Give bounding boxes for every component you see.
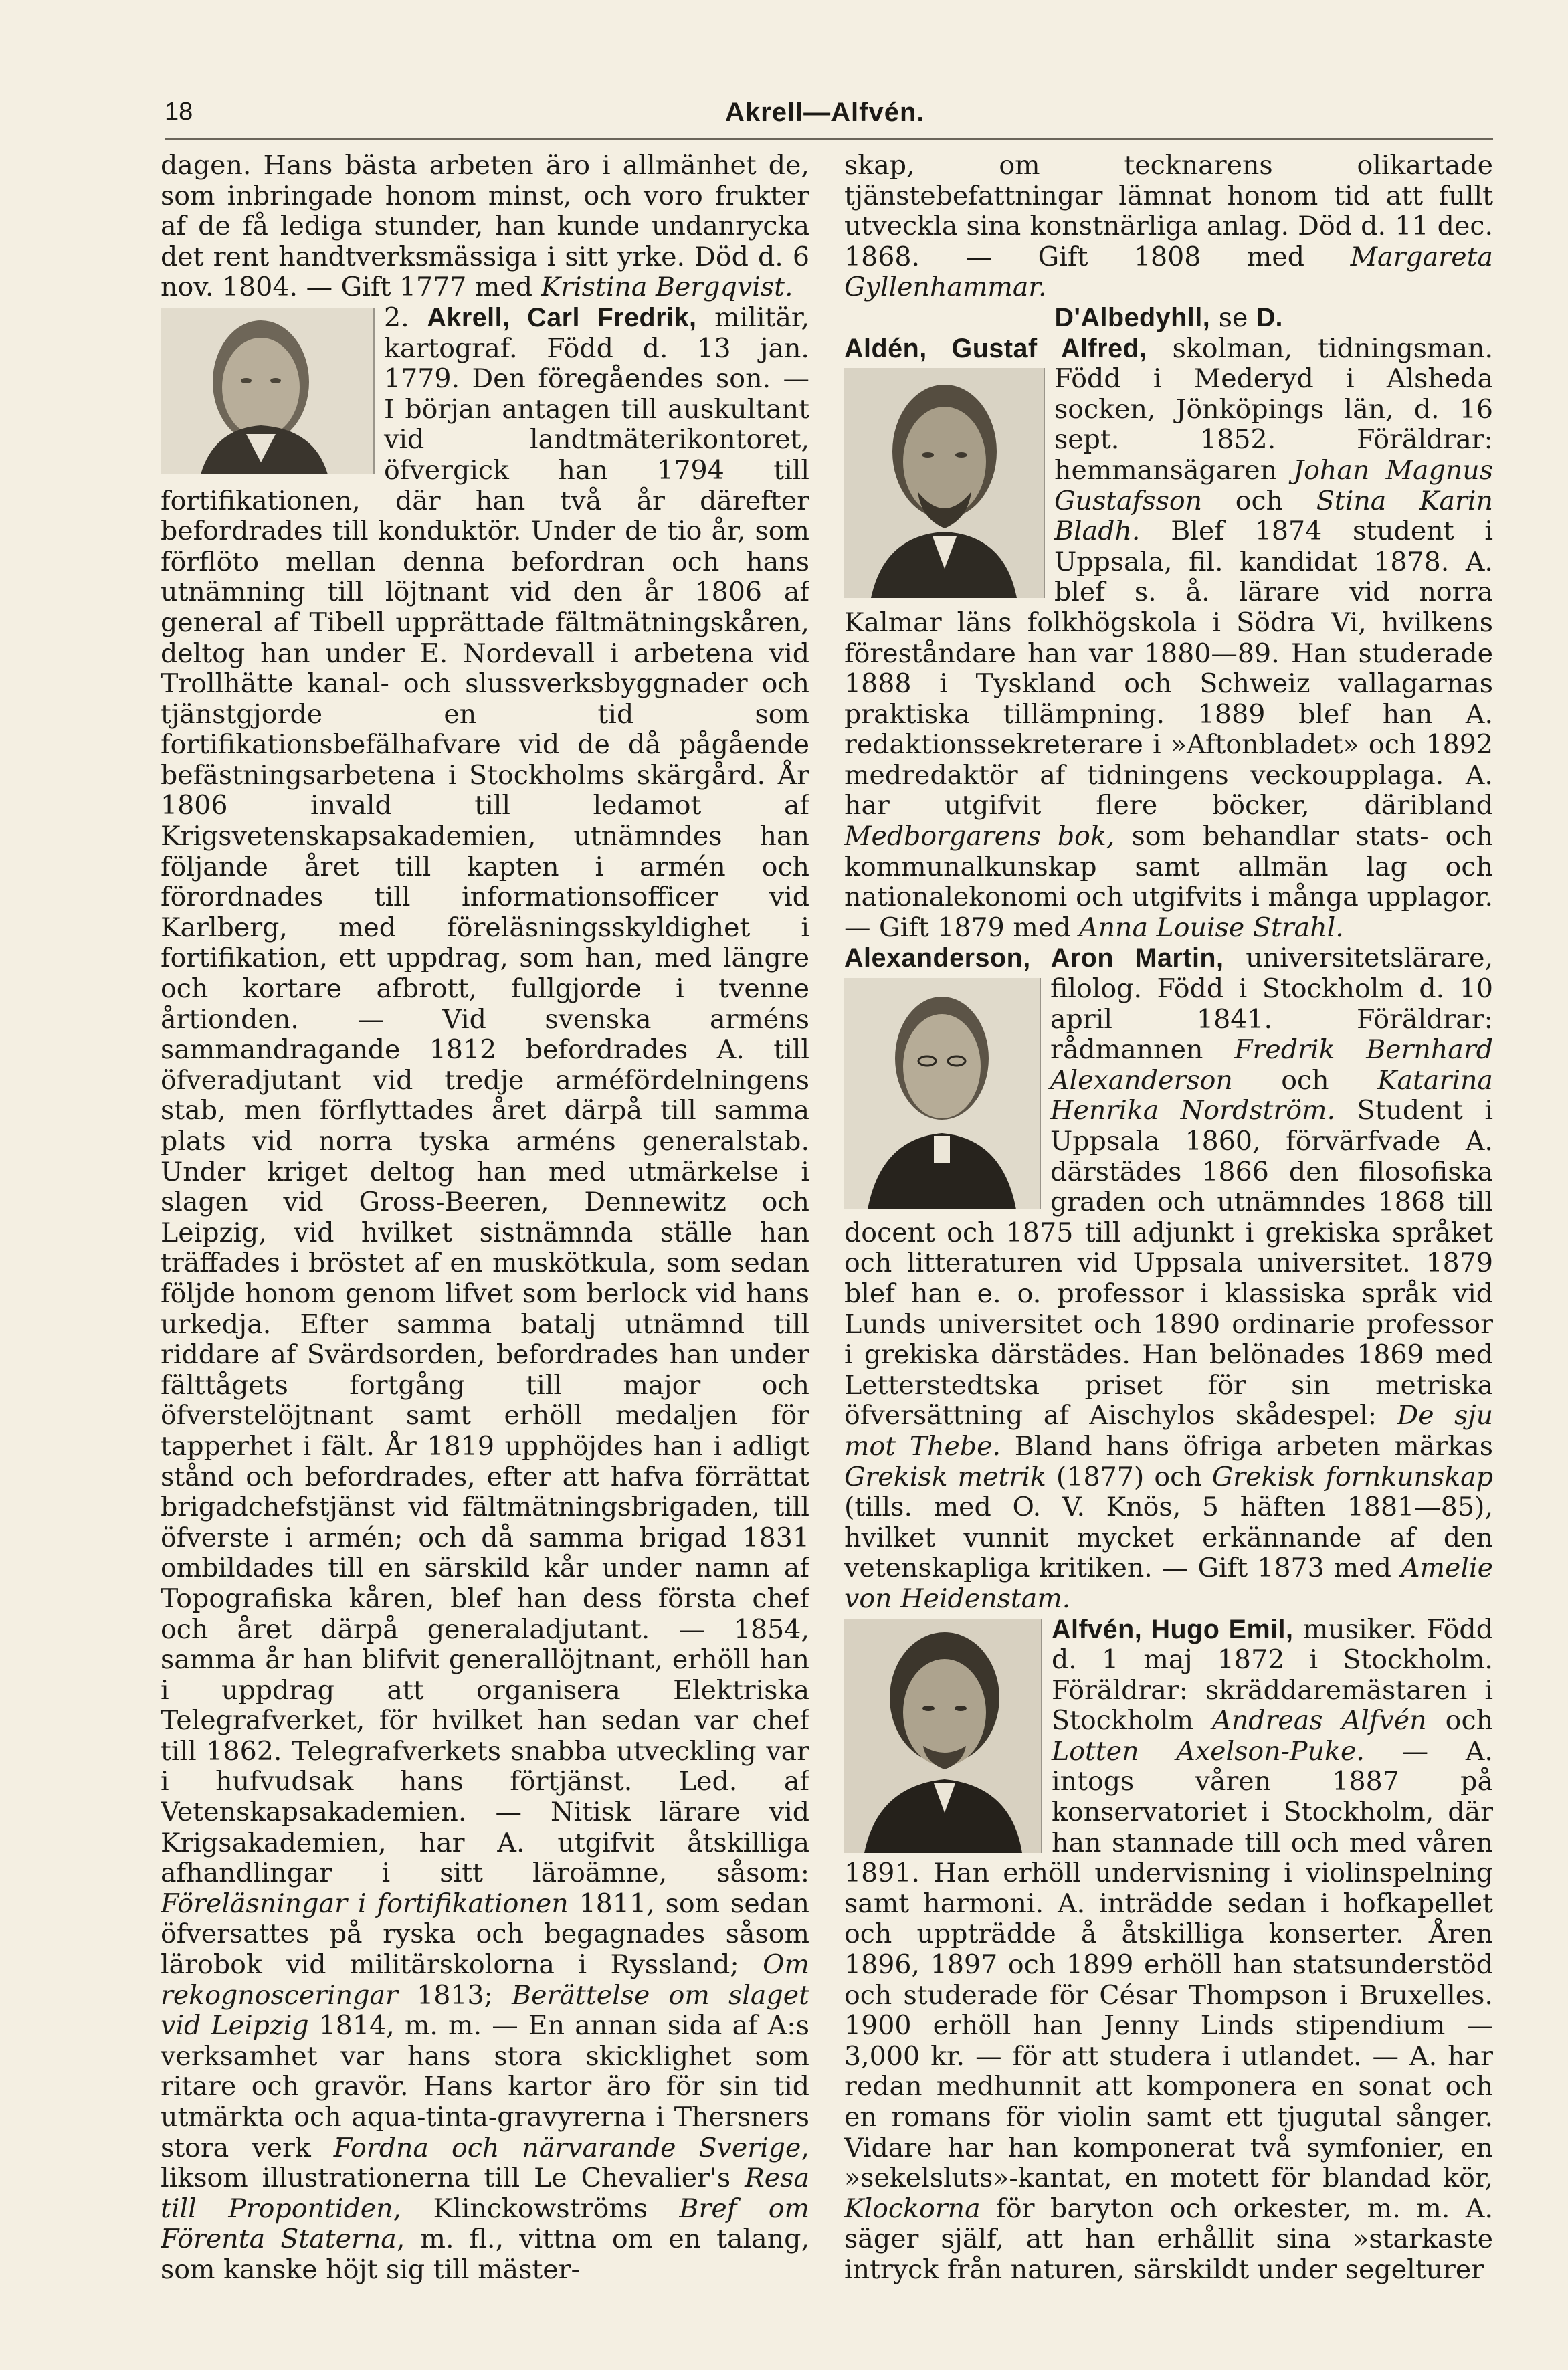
work-title: Resa till Propontiden [161, 2163, 809, 2224]
work-title: De sju mot Thebe. [844, 1400, 1493, 1462]
left-column [161, 151, 809, 2325]
portrait-alexanderson-image [844, 978, 1040, 1209]
work-title: Klockorna [844, 2193, 981, 2224]
entry-role: skolman, tidningsman. [1147, 332, 1493, 364]
entry-alexanderson [844, 943, 1493, 1614]
entry-text: och [1202, 485, 1316, 516]
right-column [844, 151, 1493, 2325]
parent-name: Katarina Henrika Nordström. [1050, 1064, 1493, 1126]
akrell-entry-continuation [844, 151, 1493, 303]
portrait-akrell [161, 308, 375, 474]
work-title: Bref om Förenta Staterna [161, 2193, 809, 2255]
cross-reference-target: D. [1256, 302, 1283, 332]
work-title: Berättelse om slaget vid Leipzig [161, 1979, 809, 2042]
spouse-name: Anna Louise Strahl. [1079, 912, 1344, 943]
work-title: Om rekognosceringar [161, 1949, 809, 2011]
entry-text: skap, om tecknarens olikartade tjänstebefattningar lämnat honom tid att fullt utveckla sina konstnärliga anlag. Död d. 11 dec. 1868. — Gift 1808 med [844, 151, 1493, 272]
entry-role: universitetslärare, filolog. [1050, 943, 1493, 1005]
entry-alfven [844, 1615, 1493, 2286]
entry-alden [844, 334, 1493, 944]
entry-number: 2. [384, 302, 427, 333]
entry-akrell-carl-fredrik [161, 303, 809, 2286]
parent-name: Fredrik Bernhard Alexanderson [1050, 1034, 1493, 1096]
entry-text: för baryton och orkester, m. m. A. säger själf, att han erhållit sina »starkaste intryck från naturen, särskildt under segelturer [844, 2193, 1493, 2285]
entry-headword: Akrell, Carl Fredrik, [427, 302, 697, 332]
spouse-name: Kristina Bergqvist. [541, 272, 793, 303]
entry-text: (tills. med O. V. Knös, 5 häften 1881—85), hvilket vunnit mycket erkännande af den vetenskapliga kritiken. — Gift 1873 med [844, 1492, 1493, 1584]
work-title: Fordna och närvarande Sverige [333, 2132, 801, 2163]
portrait-alfven-image [844, 1619, 1041, 1853]
entry-text: , Klinckowströms [393, 2193, 680, 2224]
work-title: Grekisk fornkunskap [1211, 1461, 1493, 1492]
entry-text: , liksom illustrationerna till Le Chevalier's [161, 2132, 809, 2194]
entry-text: Bland hans öfriga arbeten märkas [1001, 1430, 1493, 1462]
page-number: 18 [165, 98, 193, 126]
entry-text: Blef 1874 student i Uppsala, fil. kandidat 1878. A. blef s. å. lärare vid norra Kalmar läns folkhögskola i Södra Vi, hvilkens föreståndare han var 1880—89. Han studerade 1888 i Tyskland och Schweiz vallagarnas praktiska tillämpning. 1889 blef han A. redaktionssekreterare i »Aftonbladet» och 1892 medredaktör af tidningens veckoupplaga. A. har utgifvit flere böcker, däribland [844, 516, 1493, 821]
entry-text: 1813; [397, 1979, 512, 2011]
portrait-alden [844, 368, 1045, 598]
parent-name: Andreas Alfvén [1212, 1705, 1427, 1737]
spouse-name: Amelie von Heidenstam. [844, 1553, 1493, 1614]
portrait-alden-image [844, 368, 1044, 598]
entry-text: som behandlar stats- och kommunalkunskap samt allmän lag och nationalekonomi och utgifvits i många upplagor. — Gift 1879 med [844, 821, 1493, 943]
portrait-alexanderson [844, 978, 1041, 1209]
entry-text: Född i Mederyd i Alsheda socken, Jönköpings län, d. 16 sept. 1852. Föräldrar: hemmansägaren [1054, 363, 1493, 486]
entry-headword: D'Albedyhll, [1054, 302, 1211, 332]
entry-text: , m. fl., vittna om en talang, som kanske höjt sig till mäster- [161, 2224, 809, 2285]
entry-text: Född d. 1 maj 1872 i Stockholm. Föräldrar: skräddaremästaren i Stockholm [1052, 1613, 1493, 1737]
entry-albedyhll [844, 303, 1493, 334]
akrell-previous-entry-end [161, 151, 809, 303]
entry-text: 1814, m. m. — En annan sida af A:s verksamhet var hans stora skicklighet som ritare och gravör. Hans kartor äro för sin tid utmärkta och aqua-tinta-gravyrerna i Thersners stora verk [161, 2010, 809, 2163]
entry-text: och [1232, 1064, 1377, 1096]
entry-text: Student i Uppsala 1860, förvärfvade A. därstädes 1866 den filosofiska graden och utnämndes 1868 till docent och 1875 till adjunkt i grekiska språket och litteraturen vid Uppsala universitet. 1879 blef han e. o. professor i klassiska språk vid Lunds universitet och 1890 ordinarie professor i grekiska därstädes. Han belönades 1869 med Letterstedtska priset för sin metriska öfversättning af Aischylos skådespel: [844, 1095, 1493, 1431]
entry-headword: Alexanderson, Aron Martin, [844, 943, 1224, 973]
running-title: Akrell—Alfvén. [725, 98, 925, 127]
spouse-name: Margareta Gyllenhammar. [844, 241, 1493, 303]
entry-text: dagen. Hans bästa arbeten äro i allmänhet de, som inbringade honom minst, och voro frukter af de få lediga stunder, han kunde undanrycka det rent handtverksmässiga i sitt yrke. Död d. 6 nov. 1804. — Gift 1777 med [161, 151, 809, 303]
entry-role: musiker. [1293, 1613, 1417, 1645]
parent-name: Lotten Axelson-Puke. [1052, 1735, 1365, 1767]
work-title: Grekisk metrik [844, 1461, 1046, 1492]
parent-name: Johan Magnus Gustafsson [1054, 454, 1493, 516]
entry-text: — A. intogs våren 1887 på konservatoriet i Stockholm, där han stannade till och med våren 1891. Han erhöll undervisning i violinspelning samt harmoni. A. inträdde sedan i hofkapellet och uppträdde å åtskilliga konserter. Åren 1896, 1897 och 1899 erhöll han statsunderstöd och studerade för César Thompson i Bruxelles. 1900 erhöll han Jenny Linds stipendium — 3,000 kr. — för att studera i utlandet. — A. har redan medhunnit att komponera en sonat och en romans för violin samt ett tjugutal sånger. Vidare har han komponerat två symfonier, en »sekelsluts»-kantat, en motett för blandad kör, [844, 1735, 1493, 2194]
cross-reference-text: se [1210, 302, 1256, 333]
work-title: Medborgarens bok, [844, 821, 1115, 852]
entry-text: (1877) och [1046, 1461, 1212, 1492]
entry-headword: Alfvén, Hugo Emil, [1052, 1614, 1294, 1644]
parent-name: Stina Karin Bladh. [1054, 485, 1493, 547]
entry-headword: Aldén, Gustaf Alfred, [844, 333, 1147, 363]
work-title: Föreläsningar i fortifikationen [161, 1888, 569, 1919]
entry-text: 1811, som sedan öfversattes på ryska och begagnades såsom lärobok vid militärskolorna i Ryssland; [161, 1888, 809, 1981]
portrait-akrell-image [161, 308, 373, 474]
entry-text: Född i Stockholm d. 10 april 1841. Föräldrar: rådmannen [1050, 973, 1493, 1066]
header-rule [165, 138, 1493, 140]
portrait-alfven [844, 1619, 1042, 1853]
entry-text: militär, kartograf. Född d. 13 jan. 1779. Den föregåendes son. — I början antagen till auskultant vid landtmäterikontoret, öfvergick han 1794 till fortifikationen, där han två år därefter befordrades till konduktör. Under de tio år, som förflöto mellan denna befordran och hans utnämning till löjtnant vid den år 1806 af general af Tibell upprättade fältmätningskåren, deltog han under E. Nordevall i arbetena vid Trollhätte kanal- och slussverksbyggnader och tjänstgjorde en tid som fortifikationsbefälhafvare vid de då pågående befästningsarbetena i Stockholms skärgård. År 1806 invald till ledamot af Krigsvetenskapsakademien, utnämndes han följande året till kapten i armén och förordnades till informationsofficer vid Karlberg, med föreläsningsskyldighet i fortifikation, ett uppdrag, som han, med längre och kortare afbrott, fullgjorde i tvenne årtionden. — Vid svenska arméns sammandragande 1812 befordrades A. till öfveradjutant vid tredje arméfördelningens stab, men förflyttades året därpå till samma plats vid norra tyska arméns generalstab. Under kriget deltog han med utmärkelse i slagen vid Gross-Beeren, Dennewitz och Leipzig, vid hvilket sistnämnda ställe han träffades i bröstet af en muskötkula, som sedan följde honom genom lifvet som berlock vid hans urkedja. Efter samma batalj utnämnd till riddare af Svärdsorden, befordrades han under fälttågets fortgång till major och öfverstelöjtnant samt erhöll medaljen för tapperhet i fält. År 1819 upphöjdes han i adligt stånd och befordrades, efter att hafva förrättat brigadchefstjänst vid fältmätningsbrigaden, till öfverste i armén; och då samma brigad 1831 ombildades till en särskild kår under namn af Topografiska kåren, blef han dess första chef och året därpå generaladjutant. — 1854, samma år han blifvit generallöjtnant, erhöll han i uppdrag att organisera Elektriska Telegrafverket, för hvilket han sedan var chef till 1862. Telegrafverkets snabba utveckling var i hufvudsak hans förtjänst. Led. af Vetenskapsakademien. — Nitisk lärare vid Krigsakademien, har A. utgifvit åtskilliga afhandlingar i sitt läroämne, såsom: [161, 302, 809, 1889]
entry-text: och [1426, 1705, 1493, 1737]
